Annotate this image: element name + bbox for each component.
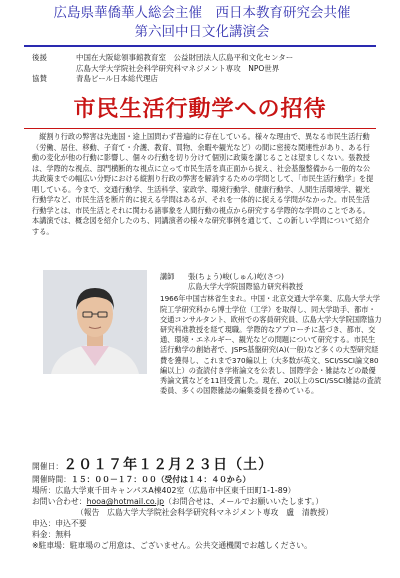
lecturer-affiliation: 広島大学大学院国際協力研究科教授 [188, 282, 304, 292]
sponsorship-value: 青島ビール日本総代理店 [76, 74, 159, 83]
date-row [32, 456, 382, 474]
sponsorship-row [32, 74, 382, 85]
lecturer-bio: 1966年中国吉林省生まれ。中国・北京交通大学卒業、広島大学大学院工学研究科から博士学位（工学）を取得し、同大学助手、都市・交通コンサルタント、欧州での客員研究員、広島大学大学院国際協力研究科准教授を経て現職。学際的なアプローチに基づき、都市、交通、環境・エネルギー、観光などの問題について研究する。市民生活行動学の創始者で、JSPS基盤研究(A)(一般)など多くの大型研究経費を獲得し、これまで370編以上（大多数が英文、SCI/SSCI論文80編以上）の査読付き学術論文を公表し、国際学会・雑誌などの最優秀論文賞などを11回受賞した。現在、20以上のSCI/SSCI雑誌の査読委員、多くの国際雑誌の編集委員を務めている。 [160, 294, 382, 396]
time-row [32, 474, 382, 485]
contact-email-link[interactable]: hooa@hotmail.co.jp [86, 497, 165, 506]
host-line: 広島県華僑華人総会主催 西日本教育研究会共催 [53, 5, 351, 21]
support-row [32, 53, 382, 74]
intro-paragraph: 縦割り行政の弊害は先進国・途上国問わず普遍的に存在している。様々な理由で、異なる市民生活行動（労働、居住、移動、子育て・介護、教育、買物、余暇や観光など）の間に密接な関連性があり、ある行動の変化が他の行動に影響し、個々の行動を切り分けて個別に政策を講じることは望ましくない。張教授は、学際的な視点、部門横断的な視点に立って市民生活を真正面から捉え、社会基盤整備から一般的な公共政策までの幅広い分野における縦割り行政の弊害を解消するための学問として、「市民生活行動学」を提唱している。今まで、交通行動学、生活科学、家政学、環境行動学、健康行動学、人間生活環境学、観光行動学など、市民生活を断片的に捉える学問はあるが、それを一体的に捉える学問がなかった。市民生活行動学とは、市民生活とそれに関わる諸事象を人間行動の視点から研究する学際的な学問のことである。本講演では、概念図を紹介したのち、同講演者の様々な研究事例を通じて、この新しい学問について紹介する。 [32, 132, 374, 236]
fee-info: 料金：無料 [32, 530, 71, 539]
title-divider [24, 128, 376, 129]
sponsorship-label: 協賛 [32, 74, 47, 83]
date-label: 開催日： [32, 462, 64, 471]
venue-row [32, 485, 382, 496]
lecturer-photo [43, 270, 147, 374]
lecturer-name: 張(ちょう)峻(しゅん)屹(さつ) [188, 272, 284, 281]
venue-label: 場所： [32, 486, 56, 495]
time-label: 開催時間： [32, 475, 71, 484]
lecturer-role: 講師 [160, 272, 175, 281]
intro-text [32, 132, 376, 237]
event-venue: 広島大学東千田キャンパスA棟402室（広島市中区東千田町1-1-89） [55, 486, 296, 495]
contact-note: （お問合せは、メールでお願いいたします。） [164, 497, 324, 506]
support-line: 中国在大阪総領事館教育室 公益財団法人広島平和文化センター [76, 53, 294, 62]
lecture-title: 市民生活行動学への招待 [73, 97, 327, 122]
contact-reporter: （報告 広島大学大学院社会科学研究科マネジメント専攻 盧 清教授） [76, 508, 334, 517]
sponsors-block [32, 53, 382, 85]
event-header [22, 4, 382, 41]
application-info: 申込：申込不要 [32, 519, 87, 528]
contact-row [32, 496, 382, 507]
lecturer-profile [160, 272, 382, 396]
event-details [32, 456, 382, 551]
event-time: １５：００－１７：００（受付は１４：４０から） [70, 475, 251, 484]
support-line: 広島大学大学院社会科学研究科マネジメント専攻 NPO世界 [76, 63, 280, 73]
support-label: 後援 [32, 53, 47, 62]
event-date: ２０１７年１２月２３日（土） [63, 457, 274, 473]
parking-note: ※駐車場：駐車場のご用意は、ございません。公共交通機関でお越しください。 [32, 541, 312, 550]
header-divider [24, 45, 376, 47]
contact-label: お問い合わせ： [32, 497, 87, 506]
event-series-title: 第六回中日文化講演会 [134, 24, 270, 40]
